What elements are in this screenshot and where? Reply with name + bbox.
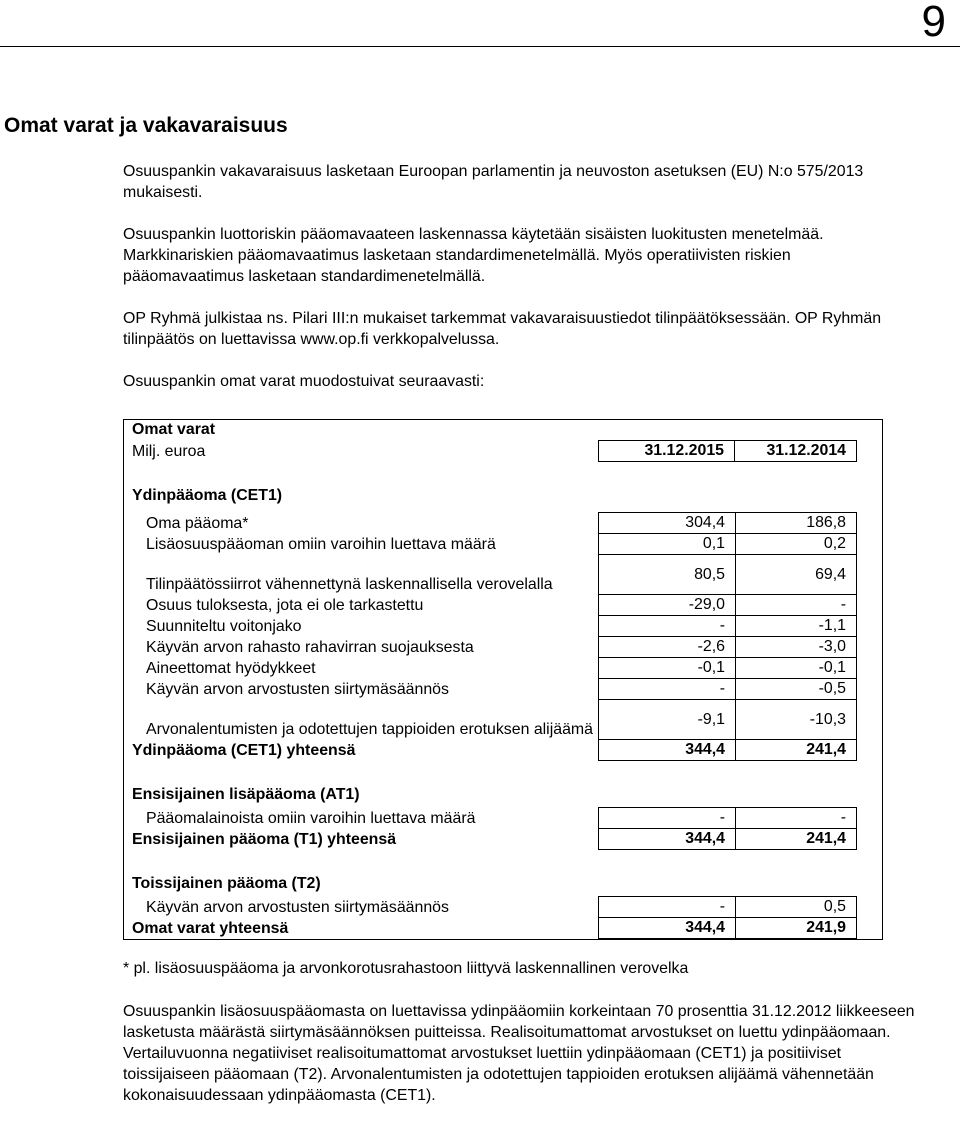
table-spacer <box>124 761 882 785</box>
total-value-2015: 344,4 <box>598 740 735 761</box>
row-value-2015: -9,1 <box>598 700 735 740</box>
row-value-2015: - <box>598 616 735 637</box>
row-value-2015: 0,1 <box>598 534 735 555</box>
page-number: 9 <box>921 0 946 46</box>
row-value-2014: -0,5 <box>735 679 857 700</box>
table-row <box>124 700 882 740</box>
total-label-own-funds: Omat varat yhteensä <box>132 920 289 937</box>
row-value-2015: - <box>598 896 735 918</box>
table-row <box>124 534 882 555</box>
table-total-row <box>124 740 882 761</box>
row-value-2014: 186,8 <box>735 512 857 534</box>
row-value-2015: - <box>598 679 735 700</box>
table-footnote: * pl. lisäosuuspääoma ja arvonkorotusrahastoon liittyvä laskennallinen verovelka <box>123 960 689 977</box>
table-column-header-row <box>124 440 882 462</box>
row-label: Lisäosuuspääoman omiin varoihin luettava määrä <box>146 536 496 553</box>
total-value-2015: 344,4 <box>598 918 735 939</box>
table-row <box>124 616 882 637</box>
table-row <box>124 679 882 700</box>
table-total-row <box>124 918 882 939</box>
row-value-2014: 69,4 <box>735 555 857 595</box>
row-label: Käyvän arvon arvostusten siirtymäsäännös <box>146 899 449 916</box>
row-value-2014: -10,3 <box>735 700 857 740</box>
own-funds-table <box>123 419 883 940</box>
table-spacer <box>124 850 882 874</box>
row-value-2014: 0,5 <box>735 896 857 918</box>
row-label: Suunniteltu voitonjako <box>146 618 302 635</box>
intro-paragraph-table-lead: Osuuspankin omat varat muodostuivat seuraavasti: <box>123 373 485 390</box>
row-value-2014: -0,1 <box>735 658 857 679</box>
row-label: Aineettomat hyödykkeet <box>146 660 316 677</box>
intro-paragraph-methods: Osuuspankin luottoriskin pääomavaateen laskennassa käytetään sisäisten luokitusten menetelmää. Markkinariskien pääomavaatimus lasketaan standardimenetelmällä. Myös operatiivisten riskien pääomavaatimus lasketaan standardimenetelmällä. <box>123 226 824 285</box>
row-value-2015: 80,5 <box>598 555 735 595</box>
total-value-2014: 241,4 <box>735 740 857 761</box>
row-label: Arvonalentumisten ja odotettujen tappioiden erotuksen alijäämä <box>146 721 593 738</box>
table-heading-row <box>124 420 882 440</box>
row-value-2015: 304,4 <box>598 512 735 534</box>
row-label: Pääomalainoista omiin varoihin luettava määrä <box>146 810 476 827</box>
section-heading-cet1: Ydinpääoma (CET1) <box>132 487 283 504</box>
header-rule <box>0 46 960 47</box>
table-row <box>124 637 882 658</box>
section-heading-at1: Ensisijainen lisäpääoma (AT1) <box>132 786 360 803</box>
table-row <box>124 658 882 679</box>
row-label: Osuus tuloksesta, jota ei ole tarkastettu <box>146 597 424 614</box>
row-value-2014: -3,0 <box>735 637 857 658</box>
row-value-2015: -0,1 <box>598 658 735 679</box>
row-value-2015: -29,0 <box>598 595 735 616</box>
total-value-2015: 344,4 <box>598 829 735 850</box>
total-value-2014: 241,9 <box>735 918 857 939</box>
row-value-2015: -2,6 <box>598 637 735 658</box>
total-label-t1: Ensisijainen pääoma (T1) yhteensä <box>132 831 397 848</box>
section-heading-row <box>124 486 882 506</box>
row-value-2014: - <box>735 807 857 829</box>
table-row <box>124 896 882 918</box>
table-heading: Omat varat <box>132 421 216 438</box>
table-row <box>124 555 882 595</box>
table-total-row <box>124 829 882 850</box>
table-spacer <box>124 462 882 486</box>
closing-paragraph: Osuuspankin lisäosuuspääomasta on luettavissa ydinpääomiin korkeintaan 70 prosenttia 31.12.2012 liikkeeseen lasketusta määrästä siirtymäsäännöksen puitteissa. Realisoitumattomat arvostukset on luettu ydinpääomaan. Vertailuvuonna negatiiviset realisoitumattomat arvostukset luettiin ydinpääomaan (CET1) ja positiiviset toissijaiseen pääomaan (T2). Arvonalentumisten ja odotettujen tappioiden erotuksen alijäämä vähennetään kokonaisuudessaan ydinpääomasta (CET1). <box>123 1003 915 1104</box>
row-label: Käyvän arvon arvostusten siirtymäsäännös <box>146 681 449 698</box>
row-value-2014: - <box>735 595 857 616</box>
row-label: Käyvän arvon rahasto rahavirran suojauksesta <box>146 639 474 656</box>
row-value-2015: - <box>598 807 735 829</box>
table-row <box>124 512 882 534</box>
section-heading-t2: Toissijainen pääoma (T2) <box>132 875 321 892</box>
section-heading-row <box>124 874 882 894</box>
total-label-cet1: Ydinpääoma (CET1) yhteensä <box>132 742 356 759</box>
column-header-2014: 31.12.2014 <box>735 440 857 462</box>
row-value-2014: -1,1 <box>735 616 857 637</box>
page-title: Omat varat ja vakavaraisuus <box>4 114 288 137</box>
row-value-2014: 0,2 <box>735 534 857 555</box>
unit-label: Milj. euroa <box>132 443 206 460</box>
total-value-2014: 241,4 <box>735 829 857 850</box>
row-label: Oma pääoma* <box>146 515 249 532</box>
section-heading-row <box>124 785 882 805</box>
intro-text <box>123 161 913 413</box>
table-row <box>124 807 882 829</box>
intro-paragraph-pillar3: OP Ryhmä julkistaa ns. Pilari III:n mukaiset tarkemmat vakavaraisuustiedot tilinpäätöksessään. OP Ryhmän tilinpäätös on luettavissa www.op.fi verkkopalvelussa. <box>123 310 882 348</box>
intro-paragraph-regulation: Osuuspankin vakavaraisuus lasketaan Euroopan parlamentin ja neuvoston asetuksen (EU) N:o 575/2013 mukaisesti. <box>123 163 864 201</box>
column-header-2015: 31.12.2015 <box>598 440 735 462</box>
row-label: Tilinpäätössiirrot vähennettynä laskennallisella verovelalla <box>146 576 553 593</box>
table-row <box>124 595 882 616</box>
